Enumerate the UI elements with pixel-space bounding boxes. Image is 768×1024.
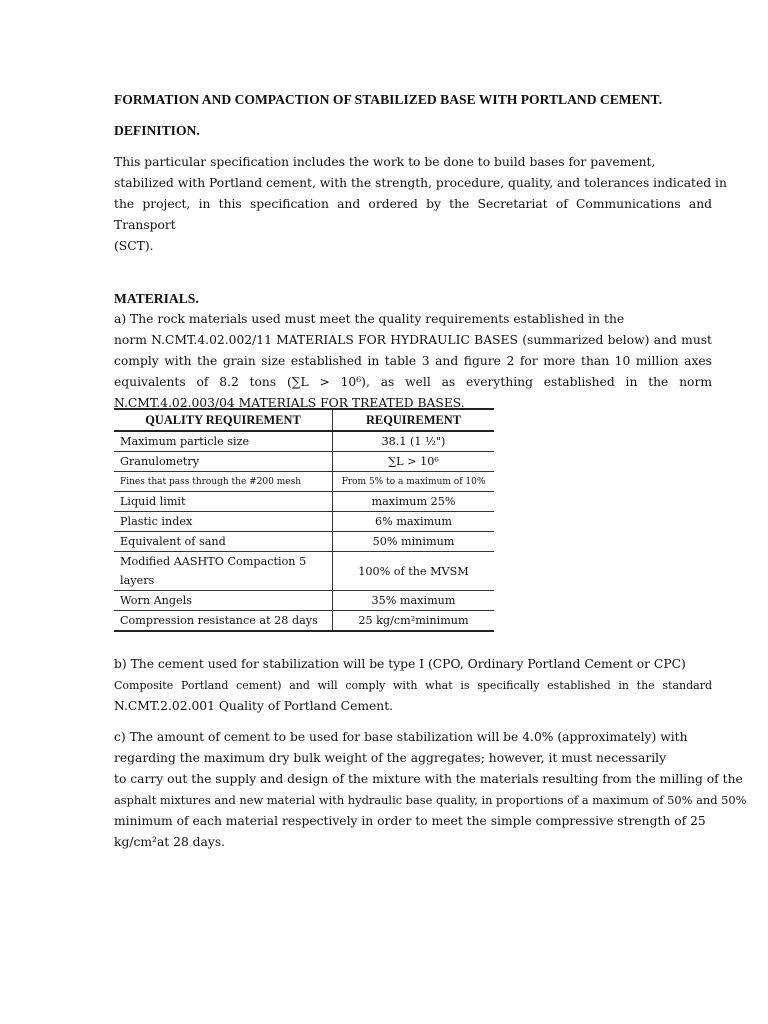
text-line: stabilized with Portland cement, with the strength, procedure, quality, and tolerances indicated in	[114, 176, 727, 190]
text-line: the project, in this specification and ordered by the Secretariat of Communications and Transport	[114, 197, 712, 232]
table-row	[114, 552, 494, 591]
table-cell: 38.1 (1 ½")	[333, 431, 495, 452]
table-wrapper	[0, 398, 768, 632]
table-cell: maximum 25%	[333, 492, 495, 512]
table-row	[114, 492, 494, 512]
materials-paragraph-c	[114, 727, 747, 853]
text-line: This particular specification includes the work to be done to build bases for pavement,	[114, 155, 656, 169]
table-cell: 100% of the MVSM	[333, 552, 495, 591]
table-row	[114, 532, 494, 552]
table-cell: Maximum particle size	[114, 431, 333, 452]
text-line: asphalt mixtures and new material with hydraulic base quality, in proportions of a maximum of 50% and 50%	[114, 793, 747, 807]
column-header-requirement: REQUIREMENT	[333, 409, 495, 431]
document-body-continued	[114, 654, 747, 853]
table-cell: 6% maximum	[333, 512, 495, 532]
text-line: minimum of each material respectively in order to meet the simple compressive strength of 25	[114, 814, 706, 828]
table-header-row	[114, 409, 494, 431]
table-cell: 25 kg/cm²minimum	[333, 611, 495, 632]
text-line: equivalents of 8.2 tons (∑L > 10⁶), as well as everything established in the norm	[114, 375, 712, 389]
table-row	[114, 611, 494, 632]
table-cell: Equivalent of sand	[114, 532, 333, 552]
text-line: b) The cement used for stabilization will be type I (CPO, Ordinary Portland Cement or CPC)	[114, 657, 686, 671]
text-line: (SCT).	[114, 239, 154, 253]
text-line: regarding the maximum dry bulk weight of the aggregates; however, it must necessarily	[114, 751, 667, 765]
document-body	[114, 92, 727, 414]
materials-heading: MATERIALS.	[114, 291, 199, 306]
text-line: N.CMT.4.02.003/04 MATERIALS FOR TREATED BASES.	[114, 396, 465, 410]
table-row	[114, 512, 494, 532]
table-row	[114, 472, 494, 492]
text-line: norm N.CMT.4.02.002/11 MATERIALS FOR HYDRAULIC BASES (summarized below) and must	[114, 333, 712, 347]
table-cell: 50% minimum	[333, 532, 495, 552]
table-cell: Modified AASHTO Compaction 5 layers	[114, 552, 333, 591]
text-line: kg/cm²at 28 days.	[114, 835, 226, 849]
table-row	[114, 452, 494, 472]
quality-requirements-table	[114, 408, 494, 632]
table-cell: From 5% to a maximum of 10%	[333, 472, 495, 492]
column-header-quality-requirement: QUALITY REQUIREMENT	[114, 409, 333, 431]
text-line: Composite Portland cement) and will comply with what is specifically established in the standard	[114, 679, 712, 692]
text-line: c) The amount of cement to be used for base stabilization will be 4.0% (approximately) with	[114, 730, 688, 744]
table-cell: Worn Angels	[114, 591, 333, 611]
table-cell: Compression resistance at 28 days	[114, 611, 333, 632]
document-title: FORMATION AND COMPACTION OF STABILIZED BASE WITH PORTLAND CEMENT.	[114, 92, 662, 107]
table-cell: Plastic index	[114, 512, 333, 532]
text-line: a) The rock materials used must meet the quality requirements established in the	[114, 312, 625, 326]
definition-paragraph	[114, 152, 727, 257]
text-line: N.CMT.2.02.001 Quality of Portland Cement.	[114, 699, 394, 713]
table-cell: Fines that pass through the #200 mesh	[114, 472, 333, 492]
table-cell: 35% maximum	[333, 591, 495, 611]
definition-heading: DEFINITION.	[114, 123, 200, 138]
text-line: to carry out the supply and design of the mixture with the materials resulting from the milling of the	[114, 772, 743, 786]
table-cell: Granulometry	[114, 452, 333, 472]
table-cell: Liquid limit	[114, 492, 333, 512]
text-line: comply with the grain size established in table 3 and figure 2 for more than 10 million axes	[114, 354, 712, 368]
materials-paragraph-b	[114, 654, 712, 717]
table-row	[114, 591, 494, 611]
table-row	[114, 431, 494, 452]
table-cell: ∑L > 10⁶	[333, 452, 495, 472]
